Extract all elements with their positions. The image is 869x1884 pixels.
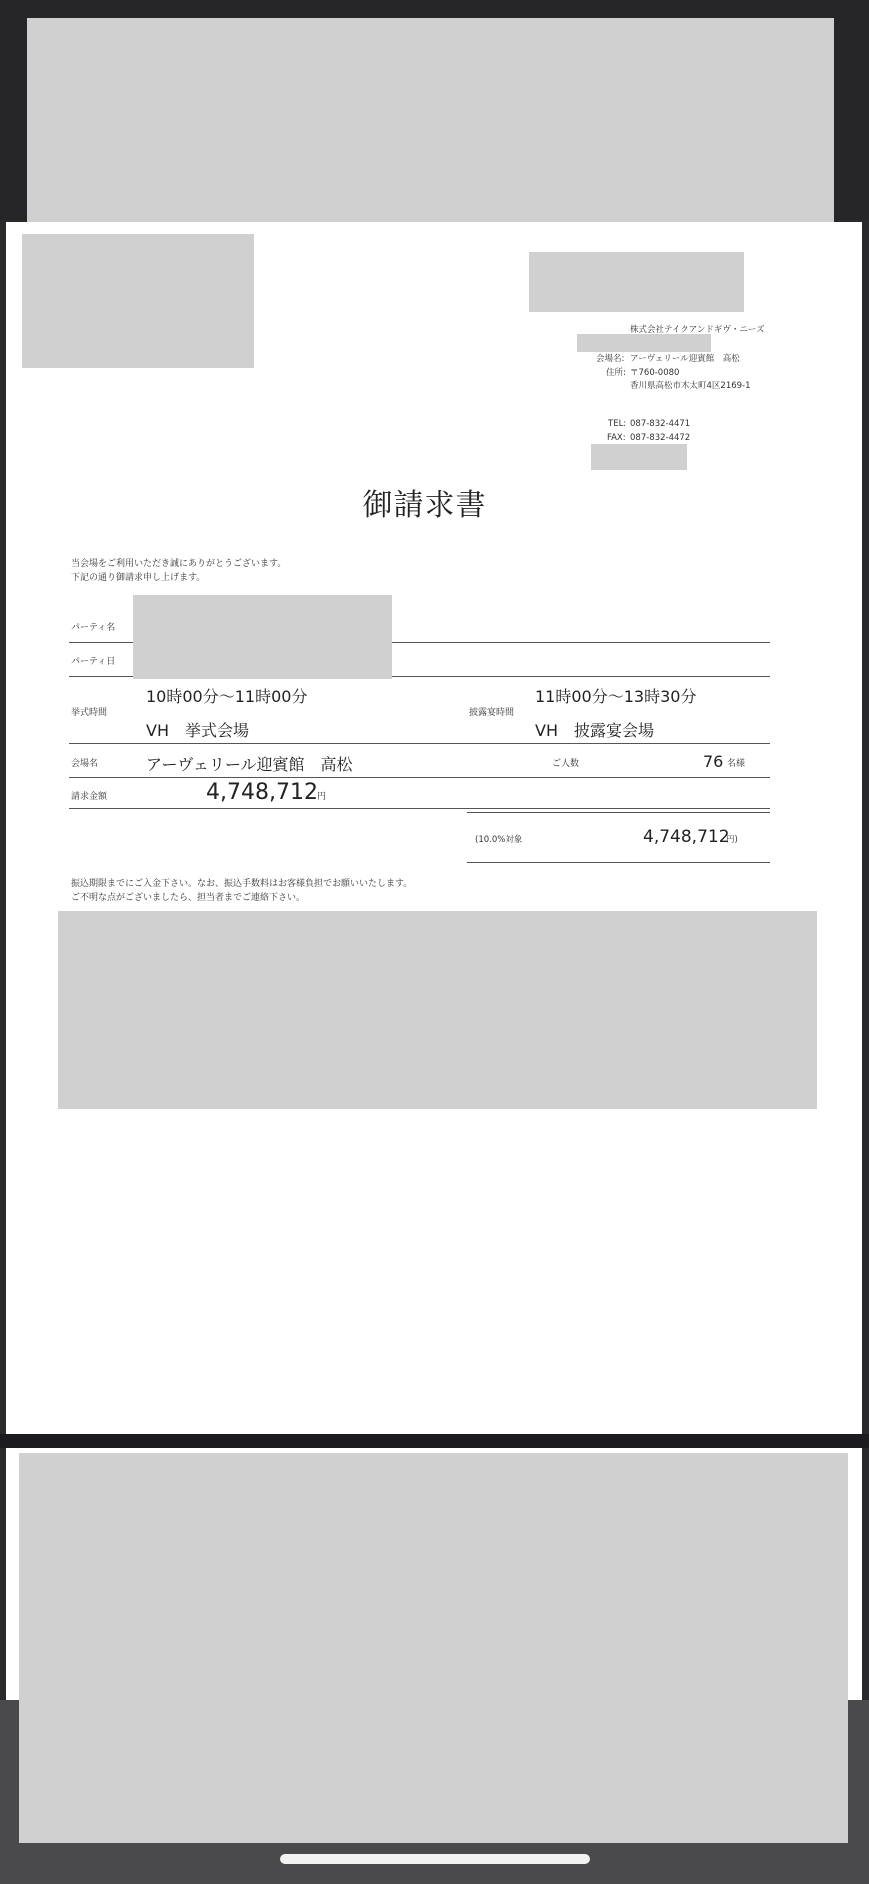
- intro-line-2: 下記の通り御請求申し上げます。: [71, 573, 206, 583]
- ceremony-place: VH 挙式会場: [146, 721, 249, 740]
- redacted-issuer-name: [577, 334, 711, 352]
- home-indicator[interactable]: [280, 1854, 590, 1864]
- venue-label: 会場名: [71, 759, 99, 769]
- amount-row-line-1: [69, 808, 770, 809]
- guests-count: 76: [703, 752, 724, 771]
- page-separator: [0, 1434, 869, 1448]
- footer-line-2: ご不明な点がございましたら、担当者までご連絡下さい。: [71, 893, 306, 903]
- issuer-postal: 〒760-0080: [630, 368, 680, 378]
- redacted-contact-person: [591, 444, 687, 470]
- guests-unit: 名様: [727, 759, 746, 769]
- issuer-venue-value: アーヴェリール迎賓館 高松: [630, 354, 740, 364]
- time-row-line: [69, 743, 770, 744]
- redacted-logo-block: [22, 234, 254, 368]
- issuer-tel-label: TEL:: [608, 419, 627, 429]
- party-date-label: パーティ日: [71, 657, 116, 667]
- document-title: 御請求書: [362, 488, 487, 523]
- amount-value: 4,748,712: [206, 780, 318, 805]
- redacted-party-details: [133, 595, 392, 679]
- footer-line-1: 振込期限までにご入金下さい。なお、振込手数料はお客様負担でお願いいたします。: [71, 879, 413, 889]
- party-name-label: パーティ名: [71, 623, 116, 633]
- tax-unit: 円): [726, 835, 738, 845]
- guests-label: ご人数: [552, 759, 580, 769]
- venue-value: アーヴェリール迎賓館 高松: [146, 755, 353, 774]
- amount-unit: 円: [317, 792, 327, 802]
- amount-label: 請求金額: [71, 792, 108, 802]
- issuer-address-label: 住所:: [606, 368, 626, 378]
- tax-row-line: [467, 862, 770, 863]
- reception-time: 11時00分～13時30分: [535, 687, 697, 706]
- reception-time-label: 披露宴時間: [469, 708, 515, 718]
- issuer-fax: 087-832-4472: [630, 433, 691, 443]
- issuer-address: 香川県高松市木太町4区2169-1: [630, 381, 751, 391]
- issuer-venue-label: 会場名:: [596, 354, 625, 364]
- intro-line-1: 当会場をご利用いただき誠にありがとうございます。: [71, 559, 287, 569]
- venue-row-line: [69, 777, 770, 778]
- redacted-bank-details: [58, 911, 817, 1109]
- tax-label: (10.0%対象: [475, 835, 523, 845]
- ceremony-time-label: 挙式時間: [71, 708, 108, 718]
- redacted-recipient-block: [529, 252, 744, 312]
- issuer-fax-label: FAX:: [607, 433, 626, 443]
- redacted-second-page-content: [19, 1453, 848, 1843]
- reception-place: VH 披露宴会場: [535, 721, 654, 740]
- issuer-company: 株式会社テイクアンドギヴ・ニーズ: [630, 325, 765, 335]
- invoice-page: [6, 222, 862, 1434]
- redacted-header-block: [27, 18, 834, 226]
- ceremony-time: 10時00分～11時00分: [146, 687, 308, 706]
- tax-amount: 4,748,712: [643, 827, 730, 847]
- issuer-tel: 087-832-4471: [630, 419, 691, 429]
- amount-row-line-2: [467, 812, 770, 813]
